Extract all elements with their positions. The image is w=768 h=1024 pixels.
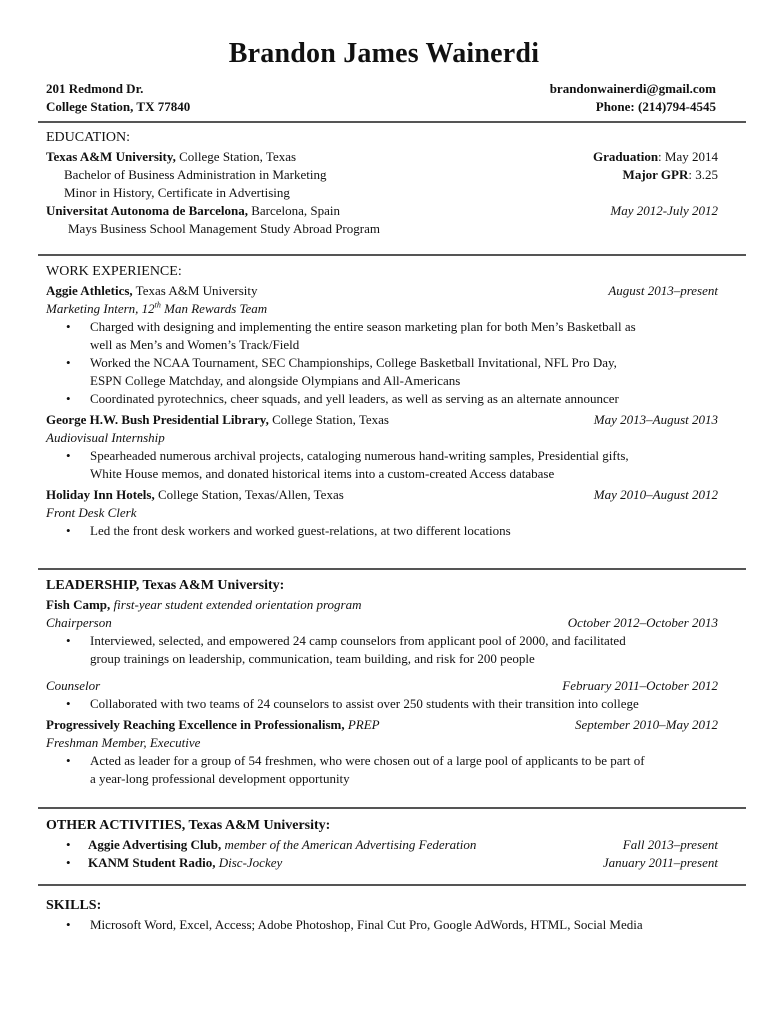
activity-item bbox=[88, 836, 718, 854]
job-dates: May 2010–August 2012 bbox=[593, 487, 718, 502]
org-description: first-year student extended orientation program bbox=[110, 597, 362, 612]
position-dates: February 2011–October 2012 bbox=[562, 678, 718, 693]
job-header bbox=[46, 411, 718, 429]
education-title: EDUCATION: bbox=[46, 130, 130, 145]
job-role-text: Man Rewards Team bbox=[160, 301, 268, 316]
education-section bbox=[46, 128, 718, 238]
bullet bbox=[88, 447, 718, 483]
job-dates: May 2013–August 2013 bbox=[593, 412, 718, 427]
bullet bbox=[88, 632, 718, 668]
job-role-sup: th bbox=[154, 300, 161, 310]
address-line-1: 201 Redmond Dr. bbox=[46, 81, 144, 96]
bullet bbox=[88, 916, 718, 934]
divider bbox=[38, 807, 746, 809]
activities-title: OTHER ACTIVITIES, Texas A&M University: bbox=[46, 818, 331, 833]
position-dates: September 2010–May 2012 bbox=[575, 717, 718, 732]
job-role: Audiovisual Internship bbox=[46, 430, 165, 445]
bullet-text: group trainings on leadership, communication, team building, and risk for 200 people bbox=[90, 651, 535, 666]
activity-item bbox=[88, 854, 718, 872]
candidate-name: Brandon James Wainerdi bbox=[228, 38, 540, 69]
study-abroad-program: Mays Business School Management Study Abroad Program bbox=[68, 221, 380, 236]
school-name: Universitat Autonoma de Barcelona, bbox=[46, 203, 248, 218]
employer: George H.W. Bush Presidential Library, bbox=[46, 412, 269, 427]
job-bullets bbox=[46, 447, 718, 483]
position-bullets bbox=[46, 632, 718, 668]
activity-desc: member of the American Advertising Federation bbox=[221, 837, 477, 852]
activities-section bbox=[46, 816, 718, 872]
employer-location: Texas A&M University bbox=[132, 283, 258, 298]
bullet-text: Collaborated with two teams of 24 counselors to assist over 250 students with their transition into college bbox=[90, 696, 639, 711]
employer: Holiday Inn Hotels, bbox=[46, 487, 155, 502]
activity-desc: Disc-Jockey bbox=[215, 855, 283, 870]
leadership-section bbox=[46, 576, 718, 788]
bullet bbox=[88, 318, 718, 354]
bullet-text: Charged with designing and implementing the entire season marketing plan for both Men’s Basketball as bbox=[90, 319, 636, 334]
study-abroad-dates: May 2012-July 2012 bbox=[610, 203, 718, 218]
job-role-text: Marketing Intern, 12 bbox=[46, 301, 155, 316]
position-dates: October 2012–October 2013 bbox=[567, 615, 718, 630]
education-entry-tamu bbox=[46, 148, 718, 166]
position: Chairperson bbox=[46, 615, 112, 630]
graduation-label: Graduation bbox=[593, 149, 659, 164]
contact-block bbox=[46, 80, 716, 116]
phone: Phone: (214)794-4545 bbox=[595, 99, 716, 114]
employer: Aggie Athletics, bbox=[46, 283, 133, 298]
activities-list bbox=[46, 836, 718, 872]
job-role bbox=[46, 300, 718, 318]
divider bbox=[38, 884, 746, 886]
school-name: Texas A&M University, bbox=[46, 149, 176, 164]
bullet bbox=[88, 752, 718, 788]
degree: Bachelor of Business Administration in Marketing bbox=[64, 167, 327, 182]
leadership-title: LEADERSHIP, Texas A&M University: bbox=[46, 578, 285, 593]
bullet-text: ESPN College Matchday, and alongside Olympians and All-Americans bbox=[90, 373, 461, 388]
graduation-date: : May 2014 bbox=[658, 149, 718, 164]
bullet-text: Acted as leader for a group of 54 freshmen, who were chosen out of a large pool of applicants to be part of bbox=[90, 753, 645, 768]
work-section bbox=[46, 262, 718, 540]
bullet bbox=[88, 695, 718, 713]
bullet-text: well as Men’s and Women’s Track/Field bbox=[90, 337, 300, 352]
position: Counselor bbox=[46, 678, 101, 693]
activity-dates: Fall 2013–present bbox=[622, 837, 718, 852]
bullet bbox=[88, 522, 718, 540]
position-bullets bbox=[46, 752, 718, 788]
activity-org: Aggie Advertising Club, bbox=[88, 837, 222, 852]
bullet-text: Spearheaded numerous archival projects, cataloging numerous hand-writing samples, Presidential gifts, bbox=[90, 448, 629, 463]
org-name: Fish Camp, bbox=[46, 597, 111, 612]
divider bbox=[38, 254, 746, 256]
skills-text: Microsoft Word, Excel, Access; Adobe Photoshop, Final Cut Pro, Google AdWords, HTML, Social Media bbox=[90, 917, 643, 932]
bullet-text: White House memos, and donated historical items into a custom-created Access database bbox=[90, 466, 555, 481]
employer-location: College Station, Texas bbox=[268, 412, 389, 427]
job-bullets bbox=[46, 522, 718, 540]
email: brandonwainerdi@gmail.com bbox=[549, 81, 716, 96]
activity-dates: January 2011–present bbox=[602, 855, 718, 870]
position-bullets bbox=[46, 695, 718, 713]
bullet-text: Led the front desk workers and worked guest-relations, at two different locations bbox=[90, 523, 511, 538]
position: Freshman Member, Executive bbox=[46, 735, 201, 750]
skills-list bbox=[46, 916, 718, 934]
school-location: Barcelona, Spain bbox=[247, 203, 341, 218]
work-title: WORK EXPERIENCE: bbox=[46, 264, 182, 279]
bullet-text: Interviewed, selected, and empowered 24 camp counselors from applicant pool of 2000, and facilitated bbox=[90, 633, 626, 648]
skills-title: SKILLS: bbox=[46, 898, 102, 913]
activity-org: KANM Student Radio, bbox=[88, 855, 216, 870]
job-header bbox=[46, 486, 718, 504]
education-entry-uab bbox=[46, 202, 718, 220]
job-dates: August 2013–present bbox=[608, 283, 718, 298]
bullet-text: Coordinated pyrotechnics, cheer squads, and yell leaders, as well as serving as an alternate announcer bbox=[90, 391, 619, 406]
bullet-text: Worked the NCAA Tournament, SEC Championships, College Basketball Invitational, NFL Pro Day, bbox=[90, 355, 617, 370]
school-location: College Station, Texas bbox=[175, 149, 297, 164]
minor: Minor in History, Certificate in Advertising bbox=[64, 185, 290, 200]
job-bullets bbox=[46, 318, 718, 408]
bullet-text: a year-long professional development opportunity bbox=[90, 771, 350, 786]
job-header bbox=[46, 282, 718, 300]
gpr-label: Major GPR bbox=[622, 167, 689, 182]
divider bbox=[38, 121, 746, 123]
bullet bbox=[88, 354, 718, 390]
bullet bbox=[88, 390, 718, 408]
divider bbox=[38, 568, 746, 570]
skills-section bbox=[46, 896, 718, 934]
job-role: Front Desk Clerk bbox=[46, 505, 137, 520]
org-name: Progressively Reaching Excellence in Professionalism, bbox=[46, 717, 345, 732]
gpr-value: : 3.25 bbox=[688, 167, 718, 182]
address-line-2: College Station, TX 77840 bbox=[46, 99, 191, 114]
org-abbreviation: PREP bbox=[344, 717, 380, 732]
employer-location: College Station, Texas/Allen, Texas bbox=[154, 487, 344, 502]
